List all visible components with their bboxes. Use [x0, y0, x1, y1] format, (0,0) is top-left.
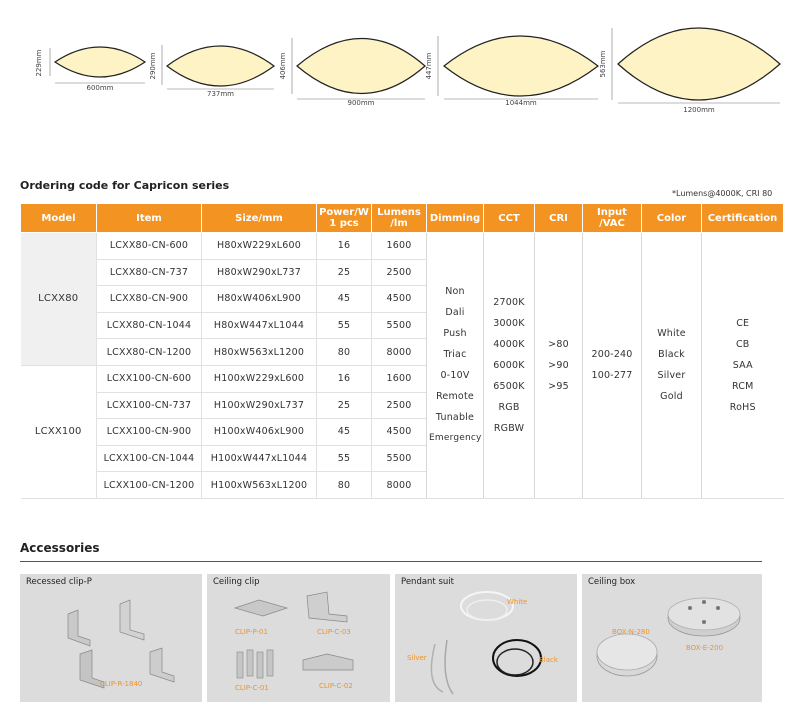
accessory-label: CLIP-P-01: [235, 628, 268, 636]
power-cell: 25: [317, 392, 372, 419]
color-option: Gold: [660, 391, 683, 403]
header-power-line1: Power/W: [319, 207, 369, 218]
dimming-option: Remote: [436, 391, 474, 403]
size-cell: H100xW290xL737: [202, 392, 317, 419]
input-options: [583, 233, 642, 499]
accessory-title: Recessed clip-P: [26, 577, 92, 587]
size-cell: H80xW563xL1200: [202, 339, 317, 366]
size-cell: H80xW229xL600: [202, 233, 317, 260]
cct-option: 6500K: [493, 380, 525, 392]
cri-option: >95: [548, 380, 569, 392]
cri-option: >80: [548, 338, 569, 350]
power-cell: 80: [317, 472, 372, 499]
accessory-label: CLIP-R-1840: [100, 680, 143, 688]
accessories-divider: [20, 561, 762, 562]
header-model: Model: [21, 204, 97, 233]
header-lumens-line1: Lumens: [377, 207, 421, 218]
lumens-cell: 1600: [372, 365, 427, 392]
ordering-title: Ordering code for Capricon series: [20, 179, 230, 192]
lumens-cell: 8000: [372, 339, 427, 366]
table-row: [21, 233, 784, 260]
lumens-cell: 2500: [372, 259, 427, 286]
color-option: Silver: [657, 370, 686, 382]
certification-option: RoHS: [729, 401, 756, 413]
header-item: Item: [97, 204, 202, 233]
ceiling-box-image: [582, 574, 762, 702]
power-cell: 25: [317, 259, 372, 286]
accessory-title: Ceiling box: [588, 577, 636, 587]
header-power-line2: 1 pcs: [329, 218, 359, 229]
header-cct: CCT: [484, 204, 535, 233]
lumens-cell: 8000: [372, 472, 427, 499]
cct-option: 2700K: [493, 296, 525, 308]
item-cell: LCXX100-CN-1044: [97, 445, 202, 472]
item-cell: LCXX80-CN-900: [97, 286, 202, 313]
certification-option: RCM: [731, 380, 754, 392]
width-label: 737mm: [207, 90, 234, 98]
power-cell: 55: [317, 445, 372, 472]
item-cell: LCXX100-CN-737: [97, 392, 202, 419]
cri-option: >90: [548, 359, 569, 371]
size-cell: H100xW229xL600: [202, 365, 317, 392]
dimming-option: Emergency: [429, 433, 482, 444]
input-option: 200-240: [591, 349, 633, 361]
lamp-shape-1044: [425, 32, 603, 112]
header-color: Color: [642, 204, 702, 233]
cri-options: [535, 233, 583, 499]
dimming-option: 0-10V: [440, 370, 470, 382]
width-label: 1044mm: [505, 99, 537, 107]
size-cell: H80xW406xL900: [202, 286, 317, 313]
input-option: 100-277: [591, 370, 633, 382]
header-input: [583, 204, 642, 233]
lumens-cell: 2500: [372, 392, 427, 419]
item-cell: LCXX80-CN-1200: [97, 339, 202, 366]
model-cell: LCXX80: [21, 233, 97, 366]
accessory-label: BOX-N-280: [612, 628, 650, 636]
accessory-card-recessed-clip: [20, 574, 202, 702]
size-cell: H100xW563xL1200: [202, 472, 317, 499]
header-dimming: Dimming: [427, 204, 484, 233]
certification-option: SAA: [732, 359, 753, 371]
accessory-card-ceiling-clip: [207, 574, 390, 702]
power-cell: 16: [317, 233, 372, 260]
width-label: 600mm: [86, 84, 114, 92]
size-cell: H100xW447xL1044: [202, 445, 317, 472]
color-option: Black: [658, 349, 685, 361]
accessory-label: White: [507, 598, 528, 606]
height-label: 290mm: [149, 52, 157, 80]
power-cell: 16: [317, 365, 372, 392]
header-lumens: [372, 204, 427, 233]
cct-option: 6000K: [493, 359, 525, 371]
color-option: White: [657, 328, 686, 340]
table-header-row: [21, 204, 784, 233]
accessory-label: Silver: [407, 654, 427, 662]
item-cell: LCXX100-CN-1200: [97, 472, 202, 499]
height-label: 563mm: [599, 50, 607, 78]
lamp-shape-900: [279, 35, 427, 110]
width-label: 1200mm: [683, 106, 715, 114]
cct-option: 3000K: [493, 317, 525, 329]
cct-option: RGB: [498, 401, 520, 413]
lamp-shape-600: [35, 40, 160, 95]
item-cell: LCXX100-CN-900: [97, 419, 202, 446]
lumens-cell: 1600: [372, 233, 427, 260]
item-cell: LCXX80-CN-600: [97, 233, 202, 260]
accessory-label: CLIP-C-01: [235, 684, 269, 692]
power-cell: 55: [317, 312, 372, 339]
header-input-line1: Input: [597, 207, 627, 218]
item-cell: LCXX80-CN-1044: [97, 312, 202, 339]
header-lumens-line2: /lm: [390, 218, 408, 229]
ceiling-clip-image: [207, 574, 390, 702]
accessories-title: Accessories: [20, 541, 100, 555]
header-certification: Certification: [702, 204, 784, 233]
certification-option: CE: [736, 317, 750, 329]
accessory-label: CLIP-C-03: [317, 628, 351, 636]
accessory-label: BOX-E-200: [686, 644, 724, 652]
dimming-option: Triac: [443, 349, 467, 361]
accessory-label: Black: [539, 656, 558, 664]
certification-option: CB: [735, 338, 750, 350]
power-cell: 45: [317, 419, 372, 446]
height-label: 229mm: [35, 49, 43, 77]
certification-options: [702, 233, 784, 499]
lumens-cell: 5500: [372, 312, 427, 339]
lumens-cell: 5500: [372, 445, 427, 472]
model-cell: LCXX100: [21, 365, 97, 498]
size-cell: H80xW290xL737: [202, 259, 317, 286]
lumens-cell: 4500: [372, 419, 427, 446]
power-cell: 80: [317, 339, 372, 366]
item-cell: LCXX100-CN-600: [97, 365, 202, 392]
pendant-suit-image: [395, 574, 577, 702]
color-options: [642, 233, 702, 499]
lumens-note: *Lumens@4000K, CRI 80: [672, 189, 773, 198]
cct-options: [484, 233, 535, 499]
cct-option: 4000K: [493, 338, 525, 350]
width-label: 900mm: [347, 99, 375, 107]
dimming-option: Push: [443, 328, 467, 340]
header-power: [317, 204, 372, 233]
size-cell: H100xW406xL900: [202, 419, 317, 446]
accessory-card-pendant-suit: [395, 574, 577, 702]
dimming-option: Dali: [445, 307, 465, 319]
height-label: 406mm: [279, 52, 287, 80]
dimming-option: Tunable: [435, 412, 475, 424]
accessory-title: Ceiling clip: [213, 577, 260, 587]
lamp-shape-737: [149, 40, 278, 100]
item-cell: LCXX80-CN-737: [97, 259, 202, 286]
height-label: 447mm: [425, 52, 433, 80]
dimming-options: [427, 233, 484, 499]
header-size: Size/mm: [202, 204, 317, 233]
accessory-card-ceiling-box: [582, 574, 762, 702]
header-input-line2: /VAC: [599, 218, 625, 229]
power-cell: 45: [317, 286, 372, 313]
accessory-title: Pendant suit: [401, 577, 454, 587]
header-cri: CRI: [535, 204, 583, 233]
dimming-option: Non: [445, 286, 465, 298]
ordering-table: [20, 203, 784, 499]
size-cell: H80xW447xL1044: [202, 312, 317, 339]
accessory-label: CLIP-C-02: [319, 682, 353, 690]
lamp-shape-1200: [600, 22, 785, 120]
cct-option: RGBW: [493, 422, 525, 434]
lumens-cell: 4500: [372, 286, 427, 313]
